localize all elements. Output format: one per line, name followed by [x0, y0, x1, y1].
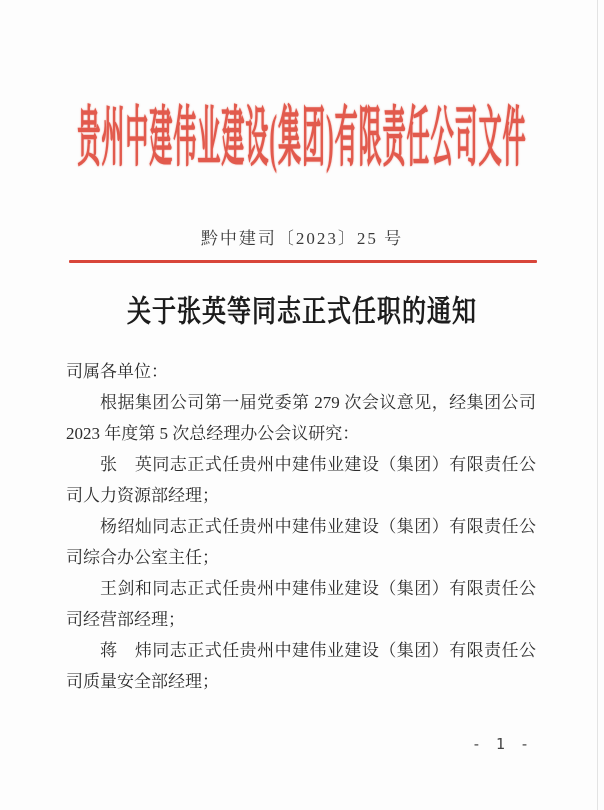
scan-edge-line — [597, 0, 598, 810]
document-body — [66, 356, 536, 697]
red-separator-line — [69, 260, 537, 263]
paragraph-basis: 根据集团公司第一届党委第 279 次会议意见，经集团公司 2023 年度第 5 次总经理办公会议研究： — [66, 393, 536, 443]
paragraph-appointment-3: 王剑和同志正式任贵州中建伟业建设（集团）有限责任公司经营部经理； — [66, 579, 536, 629]
page-number: - 1 - — [471, 735, 532, 753]
document-title: 关于张英等同志正式任职的通知 — [127, 296, 477, 329]
document-title-row — [0, 290, 604, 329]
document-header — [0, 86, 604, 178]
salutation: 司属各单位： — [66, 362, 168, 381]
paragraph-appointment-2: 杨绍灿同志正式任贵州中建伟业建设（集团）有限责任公司综合办公室主任； — [66, 517, 536, 567]
paragraph-appointment-4: 蒋 炜同志正式任贵州中建伟业建设（集团）有限责任公司质量安全部经理； — [66, 641, 536, 691]
document-number: 黔中建司〔2023〕25 号 — [200, 229, 404, 248]
company-document-header-title: 贵州中建伟业建设(集团)有限责任公司文件 — [77, 102, 527, 174]
paragraph-appointment-1: 张 英同志正式任贵州中建伟业建设（集团）有限责任公司人力资源部经理； — [66, 455, 536, 505]
